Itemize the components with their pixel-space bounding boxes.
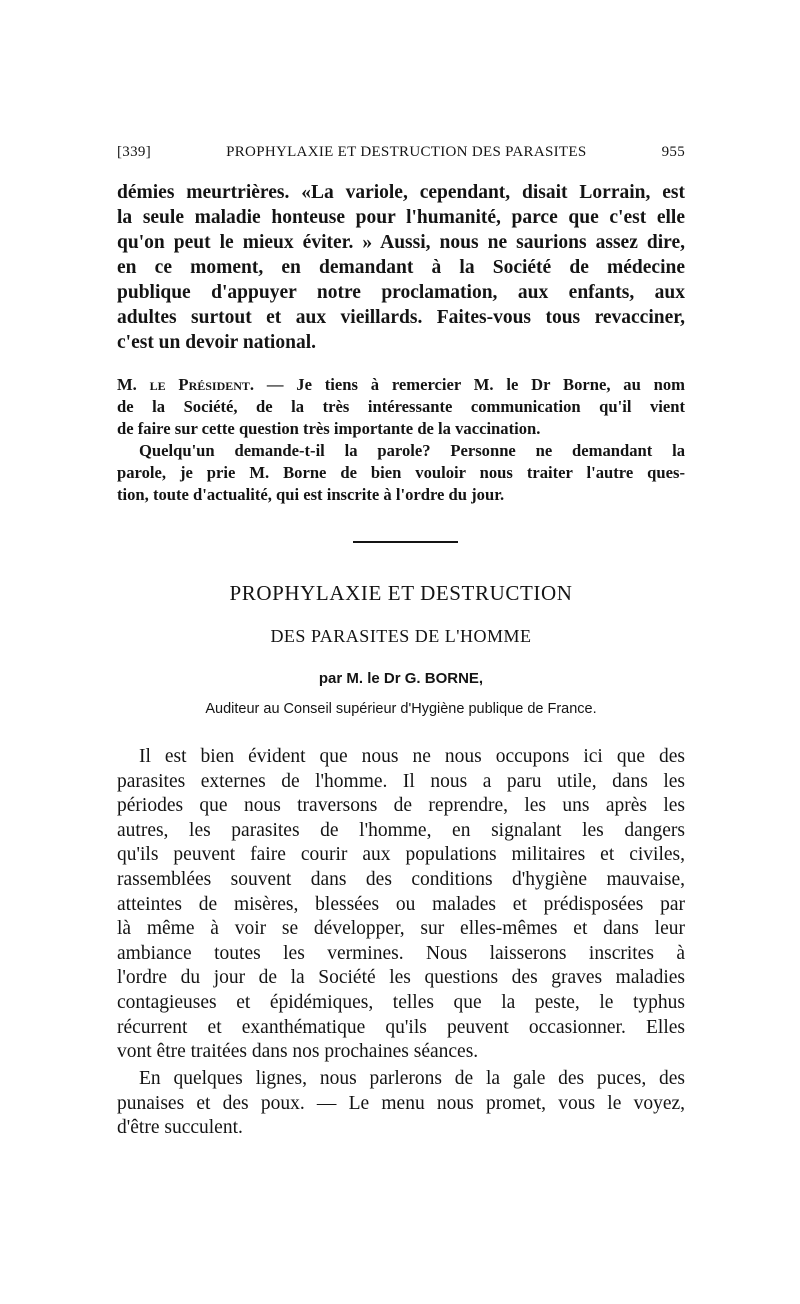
article-title-line1: PROPHYLAXIE ET DESTRUCTION [229,581,573,605]
body-line: périodes que nous traversons de reprendre, les uns après les [117,795,685,817]
body-line: l'ordre du jour de la Société les questions des graves maladies [117,967,685,989]
section-ref: [339] [117,144,151,160]
section-divider [353,541,458,543]
body-line: là même à voir se développer, sur elles-mêmes et dans leur [117,918,685,940]
body-line: rassemblées souvent dans des conditions d'hygiène mauvaise, [117,868,685,890]
body-line: contagieuses et épidémiques, telles que la peste, le typhus [117,991,685,1013]
president-line: parole, je prie M. Borne de bien vouloir nous traiter l'autre ques- [117,463,685,482]
intro-line: qu'on peut le mieux éviter. » Aussi, nous ne saurions assez dire, [117,232,685,253]
intro-paragraph [117,180,685,355]
intro-line: adultes surtout et aux vieillards. Faites-vous tous revacciner, [117,307,685,328]
body-line: parasites externes de l'homme. Il nous a paru utile, dans les [117,770,685,792]
president-line-text: — Je tiens à remercier M. le Dr Borne, au nom [266,375,685,394]
president-line: de la Société, de la très intéressante communication qu'il vient [117,397,685,416]
body-line: punaises et des poux. — Le menu nous promet, vous le voyez, [117,1092,685,1114]
intro-line: publique d'appuyer notre proclamation, aux enfants, aux [117,282,685,303]
body-line: vont être traitées dans nos prochaines séances. [117,1041,479,1063]
intro-line: c'est un devoir national. [117,332,316,353]
body-line: d'être succulent. [117,1117,243,1139]
speaker-name: M. le Président. [117,375,255,394]
body-line: récurrent et exanthématique qu'ils peuvent occasionner. Elles [117,1016,685,1038]
body-paragraph-1 [117,745,685,1065]
body-line: En quelques lignes, nous parlerons de la gale des puces, des [139,1068,685,1089]
body-line: Il est bien évident que nous ne nous occupons ici que des [139,746,685,767]
president-line: Quelqu'un demande-t-il la parole? Personne ne demandant la [139,441,685,460]
article-title-line2: DES PARASITES DE L'HOMME [270,626,532,646]
running-title: PROPHYLAXIE ET DESTRUCTION DES PARASITES [226,144,587,160]
intro-line: démies meurtrières. «La variole, cependant, disait Lorrain, est [117,182,685,203]
intro-line: en ce moment, en demandant à la Société de médecine [117,257,685,278]
page-number: 955 [661,144,685,160]
president-line [117,374,685,396]
article-affiliation: Auditeur au Conseil supérieur d'Hygiène publique de France. [205,701,597,717]
body-line: autres, les parasites de l'homme, en signalant les dangers [117,819,685,841]
president-line: de faire sur cette question très importante de la vaccination. [117,419,541,438]
president-line: tion, toute d'actualité, qui est inscrite à l'ordre du jour. [117,485,505,504]
intro-line: la seule maladie honteuse pour l'humanité, parce que c'est elle [117,207,685,228]
body-line: qu'ils peuvent faire courir aux populations militaires et civiles, [117,844,685,866]
running-head [117,144,685,161]
president-remarks [117,374,685,506]
article-author: par M. le Dr G. BORNE, [318,670,484,687]
body-paragraph-2 [117,1067,685,1141]
body-line: atteintes de misères, blessées ou malades et prédisposées par [117,893,685,915]
body-line: ambiance toutes les vermines. Nous laisserons inscrites à [117,942,685,964]
